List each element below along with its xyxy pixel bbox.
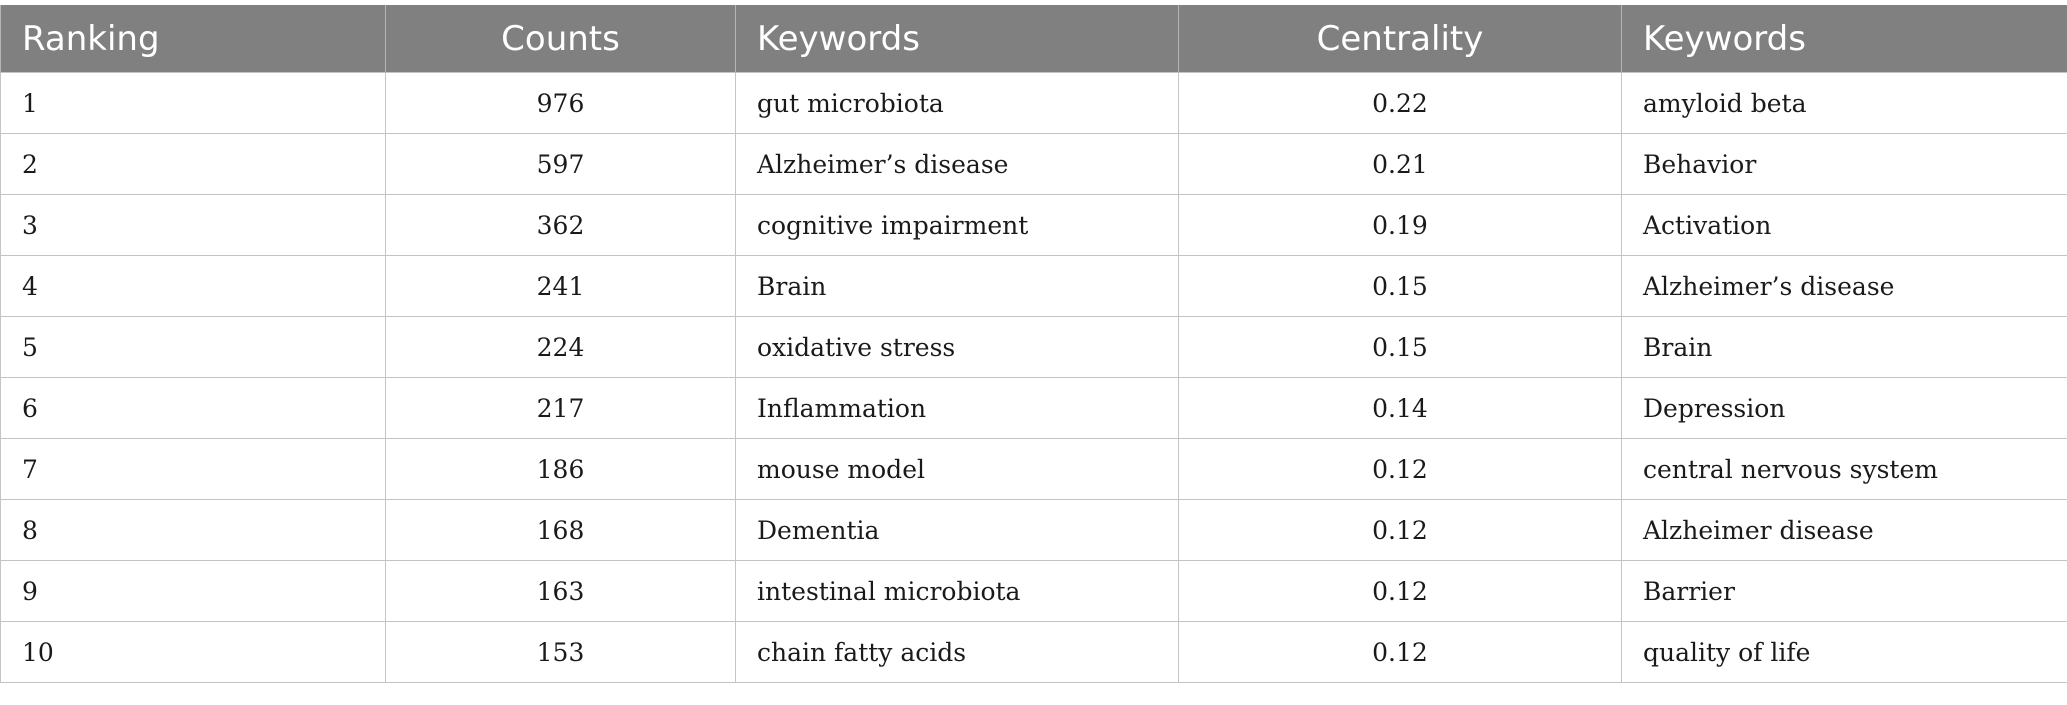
cell-keyword-count: Dementia xyxy=(736,500,1179,561)
cell-ranking: 10 xyxy=(1,622,386,683)
cell-counts: 597 xyxy=(386,134,736,195)
cell-ranking: 6 xyxy=(1,378,386,439)
cell-centrality: 0.15 xyxy=(1179,256,1622,317)
cell-ranking: 5 xyxy=(1,317,386,378)
cell-centrality: 0.22 xyxy=(1179,73,1622,134)
cell-centrality: 0.21 xyxy=(1179,134,1622,195)
cell-ranking: 4 xyxy=(1,256,386,317)
cell-keyword-count: chain fatty acids xyxy=(736,622,1179,683)
cell-counts: 186 xyxy=(386,439,736,500)
cell-centrality: 0.12 xyxy=(1179,500,1622,561)
cell-keyword-count: mouse model xyxy=(736,439,1179,500)
cell-keyword-centrality: Activation xyxy=(1622,195,2067,256)
cell-centrality: 0.14 xyxy=(1179,378,1622,439)
header-row xyxy=(1,5,2067,73)
cell-keyword-count: Inflammation xyxy=(736,378,1179,439)
header-counts: Counts xyxy=(386,5,736,73)
table-row xyxy=(1,195,2067,256)
header-centrality: Centrality xyxy=(1179,5,1622,73)
cell-keyword-centrality: Barrier xyxy=(1622,561,2067,622)
table-row xyxy=(1,73,2067,134)
table-row xyxy=(1,500,2067,561)
cell-counts: 362 xyxy=(386,195,736,256)
cell-keyword-centrality: Behavior xyxy=(1622,134,2067,195)
cell-counts: 217 xyxy=(386,378,736,439)
cell-centrality: 0.19 xyxy=(1179,195,1622,256)
cell-counts: 224 xyxy=(386,317,736,378)
cell-centrality: 0.15 xyxy=(1179,317,1622,378)
table-row xyxy=(1,256,2067,317)
cell-counts: 976 xyxy=(386,73,736,134)
cell-ranking: 9 xyxy=(1,561,386,622)
cell-keyword-centrality: Alzheimer disease xyxy=(1622,500,2067,561)
table-body xyxy=(1,73,2067,683)
cell-counts: 241 xyxy=(386,256,736,317)
header-ranking: Ranking xyxy=(1,5,386,73)
table-row xyxy=(1,439,2067,500)
cell-centrality: 0.12 xyxy=(1179,561,1622,622)
cell-ranking: 3 xyxy=(1,195,386,256)
cell-keyword-centrality: quality of life xyxy=(1622,622,2067,683)
cell-counts: 153 xyxy=(386,622,736,683)
cell-centrality: 0.12 xyxy=(1179,622,1622,683)
header-keywords-by-count: Keywords xyxy=(736,5,1179,73)
cell-keyword-centrality: Alzheimer’s disease xyxy=(1622,256,2067,317)
table-row xyxy=(1,134,2067,195)
keywords-table xyxy=(0,5,2067,683)
cell-keyword-count: gut microbiota xyxy=(736,73,1179,134)
cell-keyword-centrality: Depression xyxy=(1622,378,2067,439)
cell-ranking: 1 xyxy=(1,73,386,134)
cell-keyword-centrality: Brain xyxy=(1622,317,2067,378)
cell-counts: 168 xyxy=(386,500,736,561)
cell-keyword-count: Alzheimer’s disease xyxy=(736,134,1179,195)
table-row xyxy=(1,561,2067,622)
table-header xyxy=(1,5,2067,73)
cell-keyword-count: Brain xyxy=(736,256,1179,317)
cell-ranking: 7 xyxy=(1,439,386,500)
table-row xyxy=(1,378,2067,439)
cell-keyword-centrality: central nervous system xyxy=(1622,439,2067,500)
cell-keyword-count: intestinal microbiota xyxy=(736,561,1179,622)
cell-keyword-count: oxidative stress xyxy=(736,317,1179,378)
header-keywords-by-centrality: Keywords xyxy=(1622,5,2067,73)
cell-keyword-centrality: amyloid beta xyxy=(1622,73,2067,134)
keywords-table-container xyxy=(0,5,2067,683)
cell-keyword-count: cognitive impairment xyxy=(736,195,1179,256)
table-row xyxy=(1,622,2067,683)
cell-counts: 163 xyxy=(386,561,736,622)
table-row xyxy=(1,317,2067,378)
cell-ranking: 8 xyxy=(1,500,386,561)
cell-ranking: 2 xyxy=(1,134,386,195)
cell-centrality: 0.12 xyxy=(1179,439,1622,500)
